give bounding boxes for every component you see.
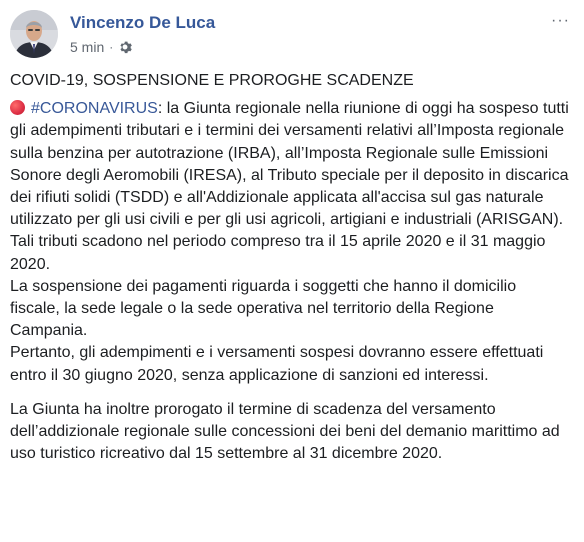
paragraph-1 bbox=[10, 98, 570, 276]
paragraph-3: Pertanto, gli adempimenti e i versamenti sospesi dovranno essere effettuati entro il 30 giugno 2020, senza applicazione di sanzioni ed interessi. bbox=[10, 344, 544, 384]
post-title: COVID-19, SOSPENSIONE E PROROGHE SCADENZE bbox=[10, 72, 414, 89]
timestamp[interactable]: 5 min bbox=[70, 39, 105, 55]
more-options-icon[interactable]: ··· bbox=[551, 12, 570, 29]
paragraph-4: La Giunta ha inoltre prorogato il termine di scadenza del versamento dell’addizionale regionale sulle concessioni dei beni del demanio marittimo ad uso turistico ricreativo dal 15 settembre al 31 dicembre 2020. bbox=[10, 400, 560, 463]
red-circle-icon bbox=[10, 100, 25, 115]
post-body bbox=[10, 70, 570, 465]
gear-icon[interactable] bbox=[118, 40, 132, 54]
hashtag-link[interactable]: #CORONAVIRUS bbox=[31, 100, 158, 118]
paragraph-1-text: : la Giunta regionale nella riunione di oggi ha sospeso tutti gli adempimenti tributari e i termini dei versamenti relativi all’Imposta regionale sulla benzina per autotrazione (IRBA), all’Imposta Regionale sulle Emissioni Sonore degli Aeromobili (IRESA), al Tributo speciale per il deposito in discarica dei rifiuti solidi (TSDD) e all'Addizionale applicata all'accisa sul gas naturale utilizzato per gli usi civili e per gli usi agricoli, artigiani e industriali (ARISGAN). Tali tributi scadono nel periodo compreso tra il 15 aprile 2020 e il 31 maggio 2020. bbox=[10, 100, 569, 273]
avatar[interactable] bbox=[10, 10, 58, 58]
meta-separator: · bbox=[109, 40, 114, 54]
author-name[interactable]: Vincenzo De Luca bbox=[70, 13, 216, 32]
post-meta bbox=[70, 38, 132, 56]
profile-photo bbox=[10, 10, 58, 58]
paragraph-2: La sospensione dei pagamenti riguarda i soggetti che hanno il domicilio fiscale, la sede legale o la sede operativa nel territorio della Regione Campania. bbox=[10, 277, 517, 340]
post-header bbox=[10, 10, 574, 62]
